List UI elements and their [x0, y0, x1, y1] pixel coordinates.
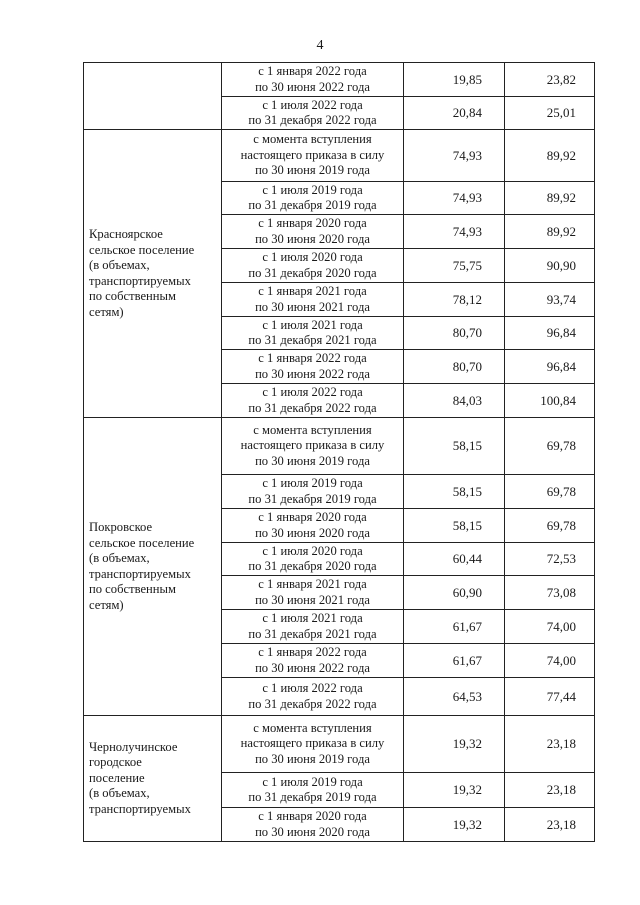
tariff-value-with-vat-cell: 89,92 — [505, 182, 595, 215]
tariff-value-with-vat-cell: 74,00 — [505, 644, 595, 678]
table-row — [84, 130, 595, 182]
tariff-value-cell: 60,90 — [404, 576, 505, 610]
period-line: с 1 января 2020 года — [258, 216, 367, 230]
period-line: с 1 июля 2022 года — [262, 97, 363, 112]
tariff-value-with-vat-cell: 77,44 — [505, 678, 595, 716]
tariff-value-cell: 19,32 — [404, 773, 505, 808]
period-line: с 1 января 2020 года — [258, 510, 367, 524]
period-cell — [222, 317, 404, 350]
tariff-value-cell: 74,93 — [404, 215, 505, 249]
period-cell — [222, 283, 404, 317]
period-cell — [222, 215, 404, 249]
settlement-name-line: сетям) — [89, 597, 124, 612]
period-cell — [222, 610, 404, 644]
period-line: с 1 июля 2019 года — [262, 476, 363, 490]
period-line: по 31 декабря 2022 года — [248, 400, 377, 415]
tariff-value-cell: 19,32 — [404, 716, 505, 773]
tariff-value-with-vat-cell: 23,18 — [505, 808, 595, 842]
period-line: с 1 июля 2020 года — [262, 250, 363, 264]
period-cell — [222, 418, 404, 475]
tariff-value-cell: 60,44 — [404, 543, 505, 576]
period-line: по 30 июня 2020 года — [255, 824, 370, 839]
period-line: с 1 июля 2021 года — [262, 317, 363, 332]
tariff-value-cell: 58,15 — [404, 475, 505, 509]
tariff-value-cell: 80,70 — [404, 350, 505, 384]
tariff-value-with-vat-cell: 89,92 — [505, 130, 595, 182]
period-cell — [222, 509, 404, 543]
settlement-cell — [84, 63, 222, 130]
tariff-table — [83, 62, 595, 842]
tariff-value-cell: 75,75 — [404, 249, 505, 283]
period-line: по 30 июня 2021 года — [255, 299, 370, 314]
period-line: с 1 января 2020 года — [258, 809, 367, 823]
settlement-name-line: сетям) — [89, 304, 124, 319]
period-line: по 31 декабря 2020 года — [248, 265, 377, 280]
table-row — [84, 63, 595, 97]
period-line: по 31 декабря 2021 года — [248, 333, 377, 347]
settlement-name-line: Красноярское — [89, 227, 163, 241]
period-line: по 31 декабря 2022 года — [248, 113, 377, 127]
tariff-table-body — [84, 63, 595, 842]
period-line: с 1 июля 2019 года — [262, 182, 363, 197]
tariff-value-cell: 80,70 — [404, 317, 505, 350]
settlement-name-line: транспортируемых — [89, 801, 191, 816]
period-line: по 30 июня 2020 года — [255, 525, 370, 540]
period-line: с 1 января 2021 года — [258, 284, 367, 298]
period-line: с момента вступления — [253, 422, 372, 437]
tariff-value-cell: 84,03 — [404, 384, 505, 418]
period-cell — [222, 130, 404, 182]
tariff-value-with-vat-cell: 96,84 — [505, 350, 595, 384]
tariff-value-cell: 74,93 — [404, 182, 505, 215]
period-line: с 1 января 2022 года — [258, 645, 367, 659]
tariff-value-with-vat-cell: 23,82 — [505, 63, 595, 97]
table-row — [84, 716, 595, 773]
period-line: по 31 декабря 2020 года — [248, 559, 377, 573]
period-cell — [222, 678, 404, 716]
tariff-value-cell: 58,15 — [404, 418, 505, 475]
tariff-value-with-vat-cell: 25,01 — [505, 97, 595, 130]
period-line: настоящего приказа в силу — [240, 147, 385, 162]
period-line: по 30 июня 2019 года — [255, 163, 370, 178]
period-line: настоящего приказа в силу — [240, 736, 385, 751]
period-line: с 1 января 2022 года — [258, 64, 367, 78]
settlement-cell — [84, 716, 222, 842]
settlement-name-line: транспортируемых — [89, 566, 191, 581]
tariff-value-cell: 64,53 — [404, 678, 505, 716]
period-line: по 30 июня 2020 года — [255, 231, 370, 246]
tariff-value-with-vat-cell: 23,18 — [505, 716, 595, 773]
period-cell — [222, 350, 404, 384]
period-cell — [222, 543, 404, 576]
tariff-value-with-vat-cell: 90,90 — [505, 249, 595, 283]
tariff-value-cell: 58,15 — [404, 509, 505, 543]
settlement-name-line: Чернолучинское — [89, 739, 178, 754]
period-line: по 31 декабря 2019 года — [248, 198, 377, 212]
period-line: с 1 июля 2019 года — [262, 774, 363, 789]
tariff-value-with-vat-cell: 69,78 — [505, 418, 595, 475]
settlement-name-line: сельское поселение — [89, 535, 195, 550]
period-line: по 31 декабря 2021 года — [248, 626, 377, 641]
settlement-name-line: городское — [89, 755, 142, 770]
period-line: настоящего приказа в силу — [240, 438, 385, 453]
period-line: с 1 июля 2022 года — [262, 681, 363, 695]
period-line: по 30 июня 2021 года — [255, 592, 370, 607]
period-line: с момента вступления — [253, 720, 372, 735]
tariff-value-cell: 78,12 — [404, 283, 505, 317]
period-line: с 1 июля 2021 года — [262, 611, 363, 625]
settlement-cell — [84, 130, 222, 418]
period-line: по 30 июня 2019 года — [255, 751, 370, 766]
period-cell — [222, 475, 404, 509]
period-line: по 31 декабря 2022 года — [248, 696, 377, 711]
period-line: по 31 декабря 2019 года — [248, 491, 377, 506]
period-line: по 30 июня 2022 года — [255, 79, 370, 94]
tariff-value-with-vat-cell: 100,84 — [505, 384, 595, 418]
tariff-value-cell: 61,67 — [404, 610, 505, 644]
period-cell — [222, 808, 404, 842]
settlement-name-line: сельское поселение — [89, 242, 195, 257]
tariff-value-cell: 19,32 — [404, 808, 505, 842]
settlement-cell — [84, 418, 222, 716]
period-cell — [222, 716, 404, 773]
period-line: с 1 января 2021 года — [258, 577, 367, 591]
settlement-name-line: по собственным — [89, 289, 176, 303]
period-cell — [222, 576, 404, 610]
page-number: 4 — [316, 38, 324, 53]
period-line: по 30 июня 2022 года — [255, 366, 370, 381]
tariff-value-with-vat-cell: 69,78 — [505, 475, 595, 509]
period-line: по 31 декабря 2019 года — [248, 790, 377, 804]
settlement-name-line: поселение — [89, 770, 145, 785]
tariff-value-with-vat-cell: 69,78 — [505, 509, 595, 543]
tariff-value-with-vat-cell: 23,18 — [505, 773, 595, 808]
period-cell — [222, 63, 404, 97]
period-cell — [222, 249, 404, 283]
settlement-name-line: Покровское — [89, 520, 153, 534]
period-cell — [222, 182, 404, 215]
settlement-name-line: транспортируемых — [89, 273, 191, 288]
tariff-value-with-vat-cell: 93,74 — [505, 283, 595, 317]
period-line: с 1 июля 2020 года — [262, 543, 363, 558]
settlement-name-line: (в объемах, — [89, 258, 150, 272]
tariff-value-with-vat-cell: 89,92 — [505, 215, 595, 249]
table-row — [84, 418, 595, 475]
tariff-value-with-vat-cell: 96,84 — [505, 317, 595, 350]
tariff-value-cell: 20,84 — [404, 97, 505, 130]
tariff-value-with-vat-cell: 72,53 — [505, 543, 595, 576]
tariff-value-with-vat-cell: 74,00 — [505, 610, 595, 644]
period-line: по 30 июня 2019 года — [255, 453, 370, 468]
tariff-value-cell: 74,93 — [404, 130, 505, 182]
period-line: по 30 июня 2022 года — [255, 660, 370, 675]
settlement-name-line: по собственным — [89, 582, 176, 596]
tariff-value-with-vat-cell: 73,08 — [505, 576, 595, 610]
settlement-name-line: (в объемах, — [89, 551, 150, 565]
period-cell — [222, 384, 404, 418]
period-line: с 1 января 2022 года — [258, 351, 367, 365]
settlement-name-line: (в объемах, — [89, 786, 150, 801]
period-cell — [222, 97, 404, 130]
period-cell — [222, 773, 404, 808]
tariff-value-cell: 61,67 — [404, 644, 505, 678]
period-cell — [222, 644, 404, 678]
period-line: с момента вступления — [253, 132, 372, 147]
tariff-value-cell: 19,85 — [404, 63, 505, 97]
period-line: с 1 июля 2022 года — [262, 385, 363, 399]
